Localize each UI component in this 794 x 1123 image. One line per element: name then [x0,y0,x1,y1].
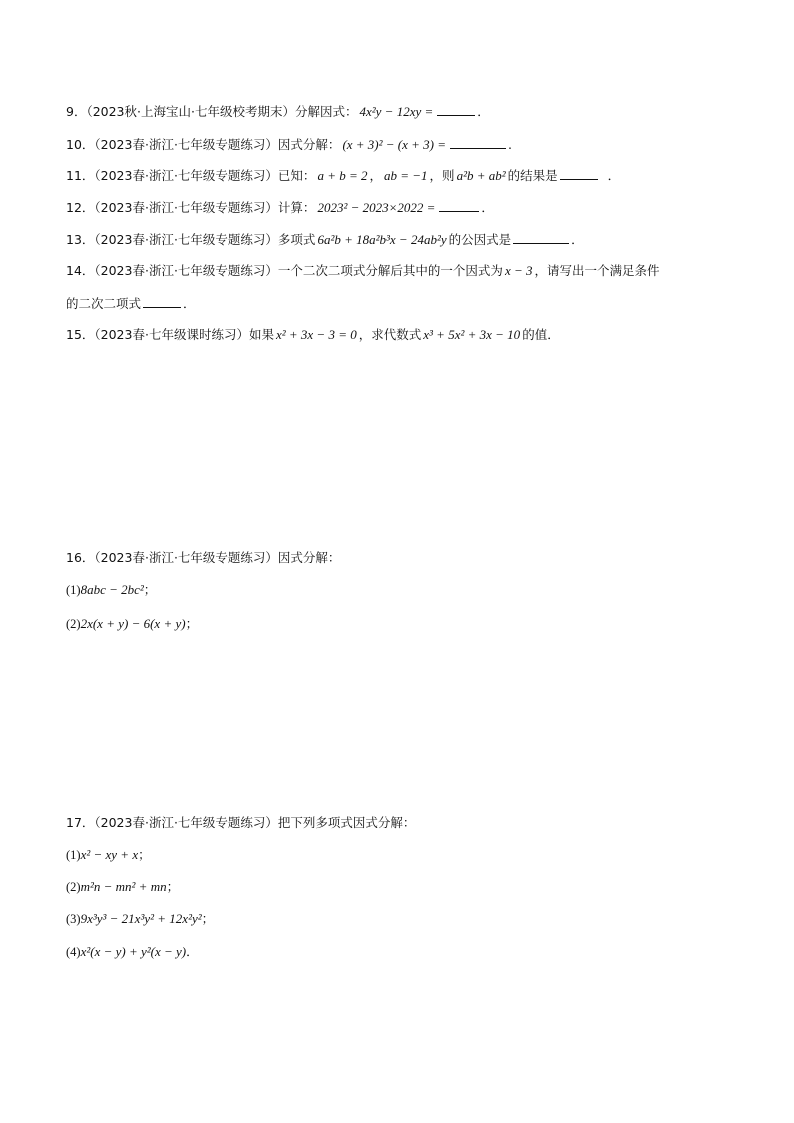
question-math-2: x³ + 5x² + 3x − 10 [423,327,521,342]
answer-blank[interactable] [560,167,598,180]
question-tail: ． [183,296,196,311]
question-17-part-2 [66,879,179,895]
question-text-line-2: 的二次二项式 [66,296,142,311]
question-text: 已知： [277,168,316,183]
question-13 [66,231,584,248]
answer-blank[interactable] [513,231,569,244]
answer-blank[interactable] [450,136,506,149]
part-math: 9x³y³ − 21x³y² + 12x²y² [80,911,202,926]
question-math: (x + 3)² − (x + 3) = [342,137,447,152]
part-index: (1) [66,583,81,597]
part-math: 2x(x + y) − 6(x + y) [80,616,186,631]
question-tail: ． [477,104,490,119]
question-10 [66,136,512,153]
question-text-3: 的值． [522,327,560,342]
answer-blank[interactable] [143,295,181,308]
question-text-2: ， [369,168,382,183]
question-source: （2023春·浙江·七年级专题练习） [94,232,278,247]
question-number: 10． [66,137,95,152]
question-11 [66,167,620,184]
question-source: （2023春·浙江·七年级专题练习） [94,200,278,215]
question-17-part-4 [66,944,199,960]
question-number: 16． [66,550,95,565]
question-text-4: 的结果是 [507,168,558,183]
question-17 [66,815,415,831]
part-index: (3) [66,912,81,926]
question-tail: ． [607,168,621,183]
answer-blank[interactable] [439,199,479,212]
answer-blank[interactable] [437,103,475,116]
question-text: 多项式 [277,232,316,247]
part-index: (1) [66,848,81,862]
part-separator: ； [185,616,199,631]
question-text: 分解因式： [294,104,358,119]
question-source: （2023春·七年级课时练习） [94,327,249,342]
part-math: x² − xy + x [80,847,139,862]
part-separator: ； [166,879,180,894]
question-text-2: ，求代数式 [358,327,422,342]
question-15 [66,327,560,343]
question-tail: ． [481,200,494,215]
question-text: 因式分解： [277,137,341,152]
part-separator: ； [201,911,215,926]
part-index: (2) [66,617,81,631]
question-text: 一个二次二项式分解后其中的一个因式为 [277,263,503,278]
question-tail: . [508,137,513,152]
question-16 [66,550,340,566]
question-14 [66,263,660,279]
part-separator: ； [138,847,151,862]
part-math: x²(x − y) + y²(x − y) [80,944,187,959]
part-math: 8abc − 2bc² [80,582,144,597]
part-math: m²n − mn² + mn [80,879,167,894]
question-text: 因式分解： [277,550,341,565]
question-text: 如果 [248,327,274,342]
part-index: (4) [66,945,81,959]
part-separator: ． [186,944,199,959]
question-17-part-3 [66,911,214,927]
question-number: 14． [66,263,95,278]
question-math: x² + 3x − 3 = 0 [275,327,357,342]
question-source: （2023春·浙江·七年级专题练习） [94,168,278,183]
question-source: （2023春·浙江·七年级专题练习） [94,137,278,152]
question-math: 4x²y − 12xy = [359,104,434,119]
question-math: 2023² − 2023×2022 = [317,200,436,215]
question-source: （2023秋·上海宝山·七年级校考期末） [86,104,295,119]
question-source: （2023春·浙江·七年级专题练习） [94,550,278,565]
question-number: 13． [66,232,95,247]
part-separator: ； [143,582,157,597]
question-math-3: a²b + ab² [456,168,506,183]
question-number: 15． [66,327,95,342]
question-number: 11． [66,168,95,183]
question-tail: ． [571,232,584,247]
question-16-part-2 [66,616,198,632]
question-text-2: ，请写出一个满足条件 [534,263,660,278]
question-math: a + b = 2 [317,168,368,183]
question-16-part-1 [66,582,156,598]
question-text-2: 的公因式是 [448,232,512,247]
question-17-part-1 [66,847,151,863]
question-math: 6a²b + 18a²b³x − 24ab²y [317,232,447,247]
question-14-line-2 [66,295,196,312]
question-source: （2023春·浙江·七年级专题练习） [94,263,278,278]
question-source: （2023春·浙江·七年级专题练习） [94,815,278,830]
question-text-3: ，则 [429,168,455,183]
question-text: 计算： [277,200,316,215]
question-math: x − 3 [504,263,533,278]
question-number: 17． [66,815,95,830]
part-index: (2) [66,880,81,894]
question-number: 9． [66,104,87,119]
question-9 [66,103,490,120]
question-math-2: ab = −1 [384,168,428,183]
question-12 [66,199,494,216]
question-text: 把下列多项式因式分解： [277,815,416,830]
question-number: 12． [66,200,95,215]
